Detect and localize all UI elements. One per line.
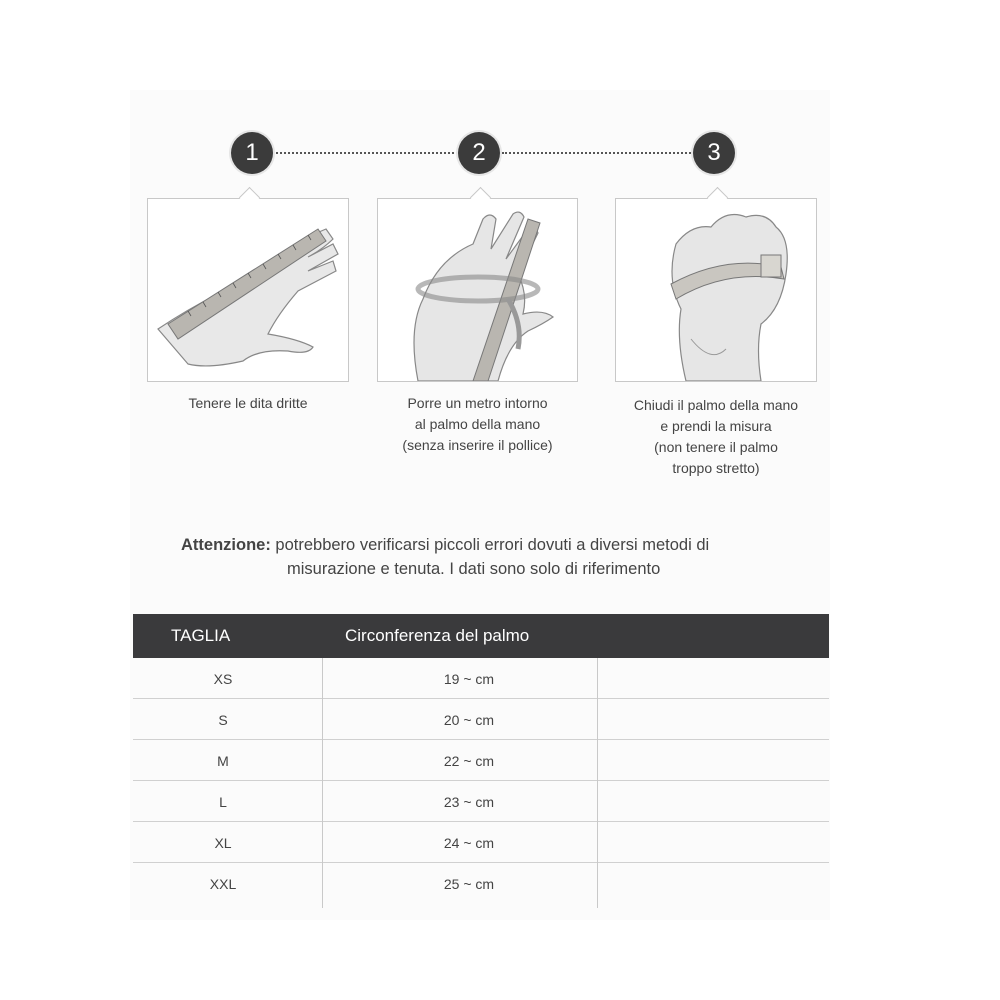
caption-line: troppo stretto) bbox=[672, 460, 760, 476]
size-cell: XXL bbox=[209, 876, 237, 892]
table-row bbox=[133, 699, 829, 740]
fist-tape-measure-icon bbox=[616, 199, 816, 381]
caption-line: e prendi la misura bbox=[660, 418, 772, 434]
attention-text-line1: potrebbero verificarsi piccoli errori dovuti a diversi metodi di bbox=[275, 536, 710, 554]
caption-line: al palmo della mano bbox=[414, 416, 541, 432]
attention-text-line2: misurazione e tenuta. I dati sono solo di riferimento bbox=[287, 560, 661, 578]
size-cell: L bbox=[219, 794, 227, 810]
step-3-badge: 3 bbox=[693, 132, 735, 174]
attention-label: Attenzione: bbox=[181, 536, 271, 554]
size-table bbox=[133, 614, 829, 903]
table-column-divider bbox=[322, 658, 323, 908]
step-2-illustration bbox=[377, 198, 578, 382]
value-cell: 22 ~ cm bbox=[443, 753, 495, 769]
caption-line: Chiudi il palmo della mano bbox=[633, 397, 799, 413]
step-3-illustration bbox=[615, 198, 817, 382]
table-row bbox=[133, 658, 829, 699]
value-cell: 23 ~ cm bbox=[443, 794, 495, 810]
flat-hand-ruler-icon bbox=[148, 199, 348, 381]
size-cell: S bbox=[218, 712, 228, 728]
palm-tape-measure-icon bbox=[378, 199, 577, 381]
value-cell: 24 ~ cm bbox=[443, 835, 495, 851]
value-cell: 25 ~ cm bbox=[443, 876, 495, 892]
step-1-badge: 1 bbox=[231, 132, 273, 174]
step-2-badge: 2 bbox=[458, 132, 500, 174]
table-column-divider bbox=[597, 658, 598, 908]
value-cell: 20 ~ cm bbox=[443, 712, 495, 728]
table-row bbox=[133, 822, 829, 863]
size-cell: M bbox=[217, 753, 229, 769]
step-2-caption bbox=[377, 393, 578, 456]
size-cell: XS bbox=[213, 671, 233, 687]
value-cell: 19 ~ cm bbox=[443, 671, 495, 687]
header-palm-circumference: Circonferenza del palmo bbox=[345, 626, 530, 645]
step-connector bbox=[272, 152, 458, 154]
table-header bbox=[133, 614, 829, 658]
step-1-illustration bbox=[147, 198, 349, 382]
caption-line: (senza inserire il pollice) bbox=[402, 437, 553, 453]
caption-line: Porre un metro intorno bbox=[407, 395, 548, 411]
step-connector bbox=[502, 152, 694, 154]
caption-line: (non tenere il palmo bbox=[654, 439, 778, 455]
table-row bbox=[133, 781, 829, 822]
step-3-caption bbox=[610, 395, 822, 479]
table-row bbox=[133, 863, 829, 903]
table-row bbox=[133, 740, 829, 781]
size-cell: XL bbox=[214, 835, 232, 851]
caption-line: Tenere le dita dritte bbox=[188, 395, 308, 411]
step-1-caption bbox=[147, 393, 349, 414]
attention-note bbox=[181, 533, 821, 581]
header-size: TAGLIA bbox=[171, 626, 231, 645]
